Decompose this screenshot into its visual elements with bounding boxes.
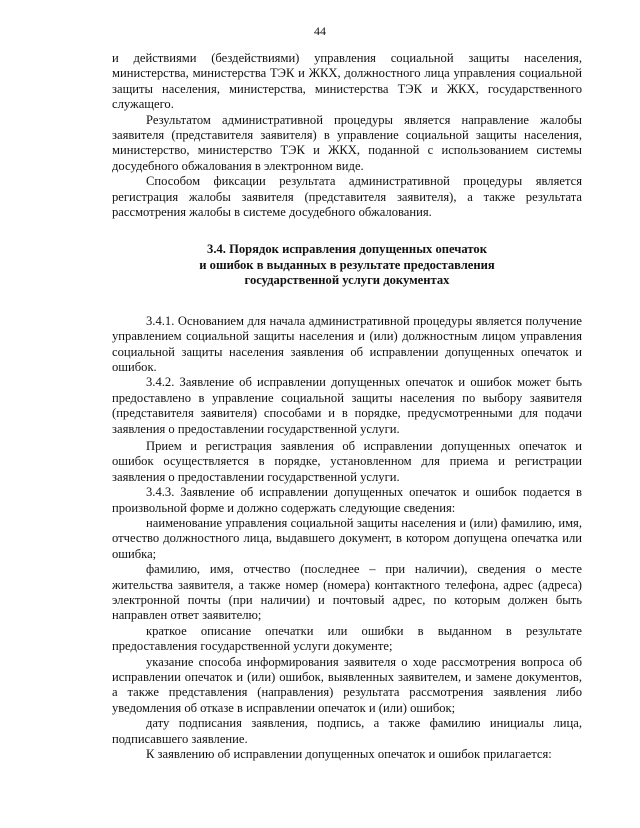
paragraph-attachments: К заявлению об исправлении допущенных опечаток и ошибок прилагается:	[146, 747, 552, 762]
paragraph-3-4-1: 3.4.1. Основанием для начала административной процедуры является получение управлением социальной защиты населения и (или) должностным лицом управления социальной защиты населения заявления об исправлении допущенных опечаток и ошибок.	[112, 313, 582, 374]
paragraph-procedure-result: Результатом административной процедуры является направление жалобы заявителя (представителя заявителя) в управление социальной защиты населения, министерство, министерство ТЭК и ЖКХ, поданной с использованием системы досудебного обжалования в электронном виде.	[112, 112, 582, 173]
section-heading-line: и ошибок в выданных в результате предоставления	[199, 257, 495, 272]
document-body	[112, 51, 582, 762]
section-heading-line: государственной услуги документах	[244, 273, 450, 288]
paragraph-3-4-2: 3.4.2. Заявление об исправлении допущенных опечаток и ошибок может быть предоставлено в управление социальной защиты населения по выбору заявителя (представителя заявителя) способами и в порядке, предусмотренными для подачи заявления о предоставлении государственной услуги.	[112, 375, 582, 436]
list-item-notification-method: указание способа информирования заявителя о ходе рассмотрения вопроса об исправлении опечаток и (или) ошибок, выявленных заявителем, и замене документов, а также представления (направления) результата рассмотрения заявления либо уведомления об отказе в исправлении опечаток и (или) ошибок;	[112, 654, 582, 715]
paragraph-3-4-3: 3.4.3. Заявление об исправлении допущенных опечаток и ошибок подается в произвольной форме и должно содержать следующие сведения:	[112, 485, 582, 515]
paragraph-reception-registration: Прием и регистрация заявления об исправлении допущенных опечаток и ошибок осуществляется в порядке, установленном для приема и регистрации заявления о предоставлении государственной услуги.	[112, 438, 582, 484]
list-item-error-description: краткое описание опечатки или ошибки в выданном в результате предоставления государственной услуги документе;	[112, 623, 582, 654]
paragraph-complaint-subjects: и действиями (бездействиями) управления социальной защиты населения, министерства, министерства ТЭК и ЖКХ, должностного лица управления социальной защиты населения, министерства, министерства ТЭК и ЖКХ, государственного служащего.	[112, 51, 582, 112]
paragraph-result-fixation: Способом фиксации результата административной процедуры является регистрация жалобы заявителя (представителя заявителя), а также результата рассмотрения жалобы в системе досудебного обжалования.	[112, 174, 582, 220]
list-item-signature-date: дату подписания заявления, подпись, а также фамилию инициалы лица, подписавшего заявление.	[112, 716, 582, 746]
section-heading-line: 3.4. Порядок исправления допущенных опечаток	[207, 242, 487, 257]
list-item-applicant-details: фамилию, имя, отчество (последнее – при наличии), сведения о месте жительства заявителя, а также номер (номера) контактного телефона, адрес (адреса) электронной почты (при наличии) и почтовый адрес, по которым должен быть направлен ответ заявителю;	[112, 562, 582, 623]
list-item-authority-name: наименование управления социальной защиты населения и (или) фамилию, имя, отчество должностного лица, выдавшего документ, в котором допущена опечатка или ошибка;	[112, 515, 582, 561]
page-number: 44	[314, 24, 326, 38]
section-heading	[112, 242, 582, 288]
